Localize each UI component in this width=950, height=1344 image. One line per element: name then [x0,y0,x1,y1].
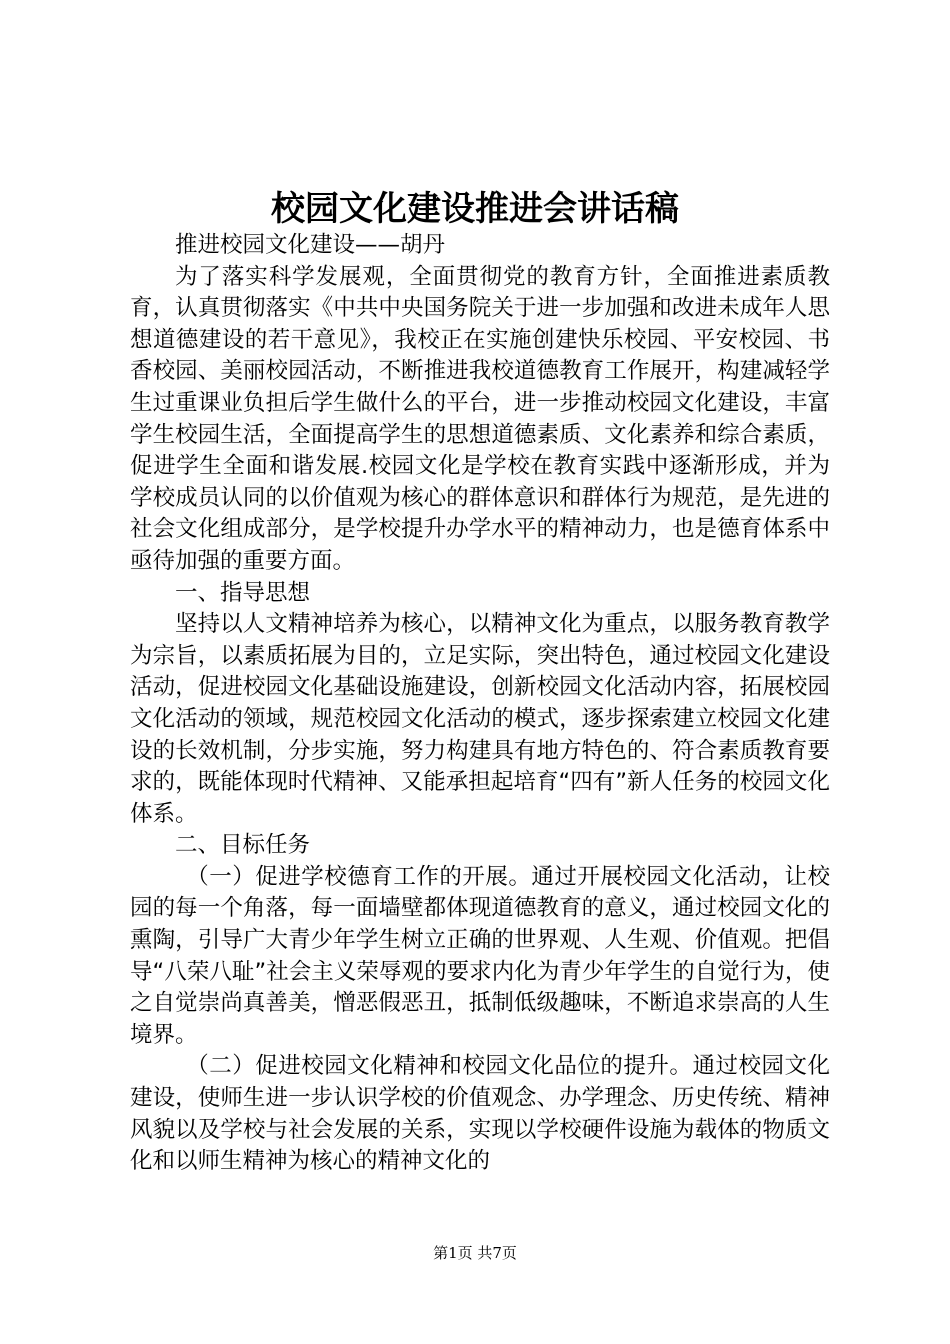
subtitle-line: 推进校园文化建设——胡丹 [175,232,446,258]
paragraph: 为了落实科学发展观，全面贯彻党的教育方针，全面推进素质教育，认真贯彻落实《中共中央国务院关于进一步加强和改进未成年人思想道德建设的若干意见》，我校正在实施创建快乐校园、平安校园、书香校园、美丽校园活动，不断推进我校道德教育工作展开，构建减轻学生过重课业负担后学生做什么的平台，进一步推动校园文化建设，丰富学生校园生活，全面提高学生的思想道德素质、文化素养和综合素质，促进学生全面和谐发展.校园文化是学校在教育实践中逐渐形成，并为学校成员认同的以价值观为核心的群体意识和群体行为规范，是先进的社会文化组成部分，是学校提升办学水平的精神动力，也是德育体系中亟待加强的重要方面。 [130,263,830,574]
document-body [130,230,830,1178]
page-footer: 第1页 共7页 [433,1244,517,1262]
paragraph: （二）促进校园文化精神和校园文化品位的提升。通过校园文化建设，使师生进一步认识学校的价值观念、办学理念、历史传统、精神风貌以及学校与社会发展的关系，实现以学校硬件设施为载体的物质文化和以师生精神为核心的精神文化的 [130,1053,830,1175]
document-title: 校园文化建设推进会讲话稿 [271,189,679,229]
section-heading: 二、目标任务 [175,832,311,859]
section-heading: 一、指导思想 [175,579,311,606]
paragraph: （一）促进学校德育工作的开展。通过开展校园文化活动，让校园的每一个角落，每一面墙壁都体现道德教育的意义，通过校园文化的熏陶，引导广大青少年学生树立正确的世界观、人生观、价值观。把倡导“八荣八耻”社会主义荣辱观的要求内化为青少年学生的自觉行为，使之自觉崇尚真善美，憎恶假恶丑，抵制低级趣味，不断追求崇高的人生境界。 [130,863,830,1048]
paragraph: 坚持以人文精神培养为核心，以精神文化为重点，以服务教育教学为宗旨，以素质拓展为目的，立足实际，突出特色，通过校园文化建设活动，促进校园文化基础设施建设，创新校园文化活动内容，拓展校园文化活动的领域，规范校园文化活动的模式，逐步探索建立校园文化建设的长效机制，分步实施，努力构建具有地方特色的、符合素质教育要求的，既能体现时代精神、又能承担起培育“四有”新人任务的校园文化体系。 [130,611,830,827]
